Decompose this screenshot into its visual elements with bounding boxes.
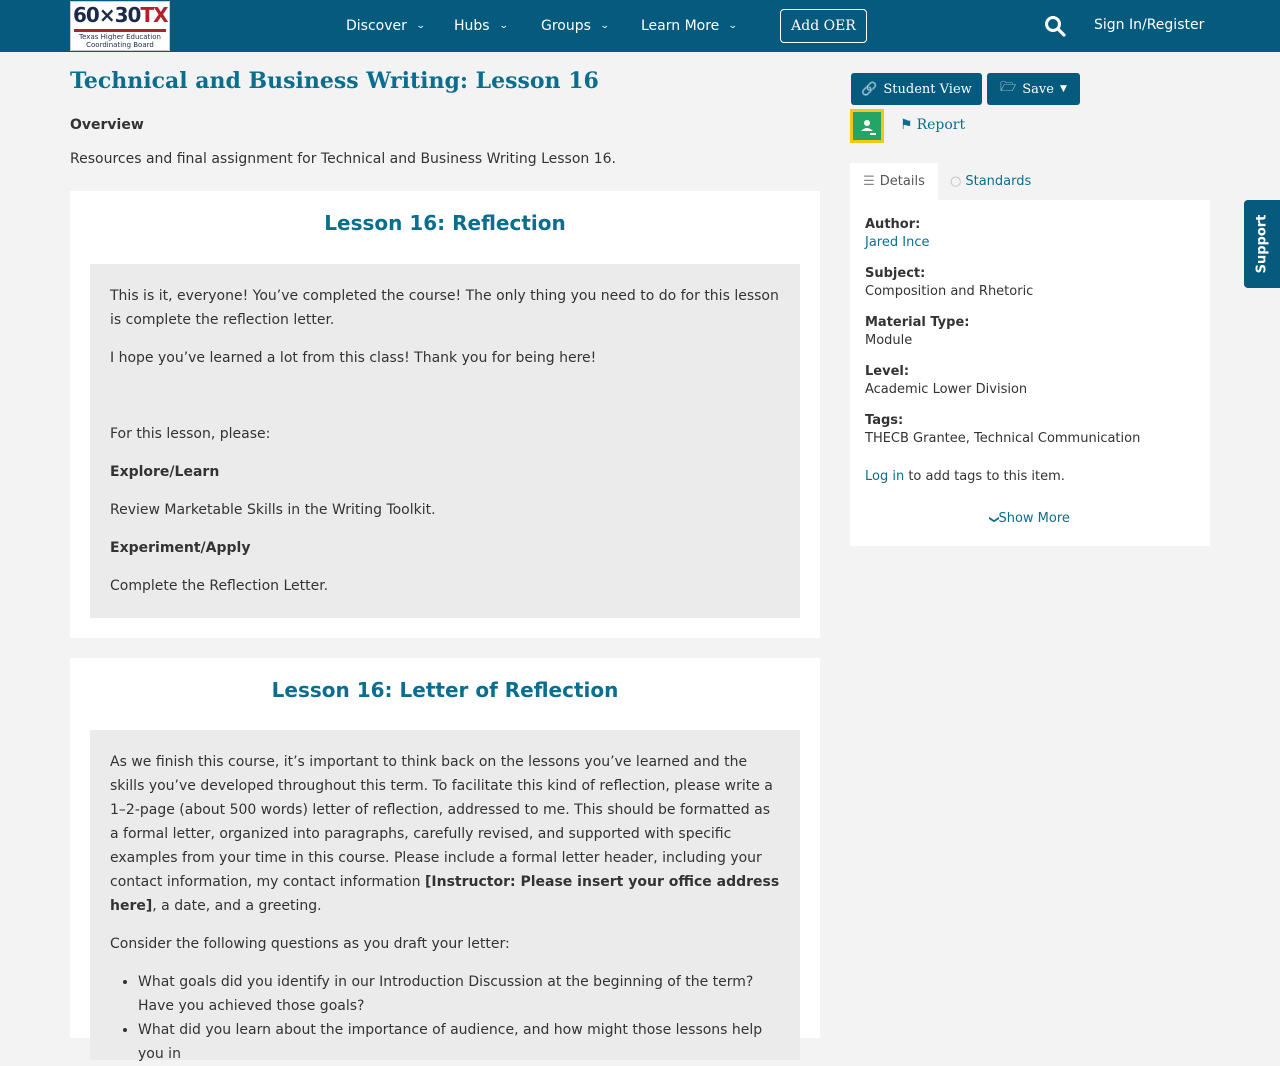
paragraph: Complete the Reflection Letter. [110,578,329,594]
paragraph: Consider the following questions as you draft your letter: [110,936,510,952]
google-classroom-button[interactable] [850,109,884,143]
google-classroom-icon [853,112,881,140]
folder-open-icon: 🗁 [1000,80,1017,95]
overview-text: Resources and final assignment for Technical and Business Writing Lesson 16. [70,151,616,167]
caret-down-icon: ▼ [1059,84,1067,94]
tags-field: Tags: THECB Grantee, Technical Communication [865,413,1141,446]
list-item: • What goals did you identify in our Introduction Discussion at the beginning of the term? Have you achieved those goals? [138,970,780,1018]
paragraph: This is it, everyone! You’ve completed the course! The only thing you need to do for this lesson is complete the reflection letter. [110,288,779,328]
top-navbar [0,0,1280,52]
subheading-explore: Explore/Learn [110,464,220,480]
nav-hubs[interactable]: Hubs ⌄ [454,18,509,34]
chevron-down-icon: ⌄ [498,21,509,31]
paragraph: For this lesson, please: [110,426,271,442]
logo-wordmark: 60×30TX [73,3,168,27]
overview-heading: Overview [70,117,144,133]
login-to-tag: Log in to add tags to this item. [865,469,1065,484]
chevron-down-icon: ❯ [988,515,1000,524]
support-tab[interactable]: Support [1244,200,1280,288]
author-field: Author: Jared Ince [865,217,930,250]
lesson-section-letter [70,658,820,1062]
lesson-section-reflection [70,191,820,638]
question-list [138,970,780,1066]
subheading-experiment: Experiment/Apply [110,540,251,556]
chevron-down-icon: ⌄ [599,21,610,31]
chevron-down-icon: ⌄ [728,21,738,31]
list-item: • What did you learn about the importance of audience, and how might those lessons help you in [138,1018,780,1066]
section-heading: Lesson 16: Letter of Reflection [271,678,619,702]
tab-standards[interactable]: ○ Standards [950,174,1032,189]
section-content-panel [90,730,800,1060]
link-icon: 🔗 [861,81,878,97]
details-panel [850,200,1210,546]
report-link[interactable]: ⚑ Report [900,117,966,133]
level-field: Level: Academic Lower Division [865,364,1028,397]
section-heading: Lesson 16: Reflection [324,211,566,235]
author-link[interactable]: Jared Ince [865,235,930,250]
logo-subtitle: Texas Higher Education Coordinating Board [79,33,161,49]
chevron-down-icon: ⌄ [415,21,426,31]
section-content-panel [90,264,800,618]
save-button[interactable]: 🗁 Save ▼ [987,73,1080,105]
flag-icon: ⚑ [900,117,913,133]
subject-field: Subject: Composition and Rhetoric [865,266,1034,299]
search-icon[interactable] [1044,15,1066,37]
page-title: Technical and Business Writing: Lesson 16 [70,68,599,94]
material-type-field: Material Type: Module [865,315,970,348]
circle-icon: ○ [950,174,962,189]
paragraph: Review Marketable Skills in the Writing Toolkit. [110,502,436,518]
nav-learn-more[interactable]: Learn More ⌄ [641,18,738,34]
sign-in-link[interactable]: Sign In/Register [1094,17,1205,33]
student-view-button[interactable]: 🔗 Student View [851,73,982,105]
site-logo[interactable] [70,1,170,51]
show-more-link[interactable]: ❯Show More [988,511,1070,526]
login-link[interactable]: Log in [865,469,905,484]
nav-discover[interactable]: Discover ⌄ [346,18,426,34]
paragraph: I hope you’ve learned a lot from this class! Thank you for being here! [110,350,597,366]
list-icon: ☰ [863,174,875,189]
tab-details[interactable]: ☰ Details [850,163,938,200]
add-oer-button[interactable]: Add OER [780,9,867,43]
nav-groups[interactable]: Groups ⌄ [541,18,610,34]
logo-bar [74,29,166,32]
paragraph: As we finish this course, it’s important to think back on the lessons you’ve learned and the skills you’ve developed throughout this term. To facilitate this kind of reflection, please write a 1–2-page (about 500 words) letter of reflection, addressed to me. This should be formatted as a formal letter, organized into paragraphs, carefully revised, and supported with specific examples from your time in this course. Please include a formal letter header, including your contact information, my contact information [Instructor: Please insert your office address here], a date, and a greeting. [110,754,780,914]
